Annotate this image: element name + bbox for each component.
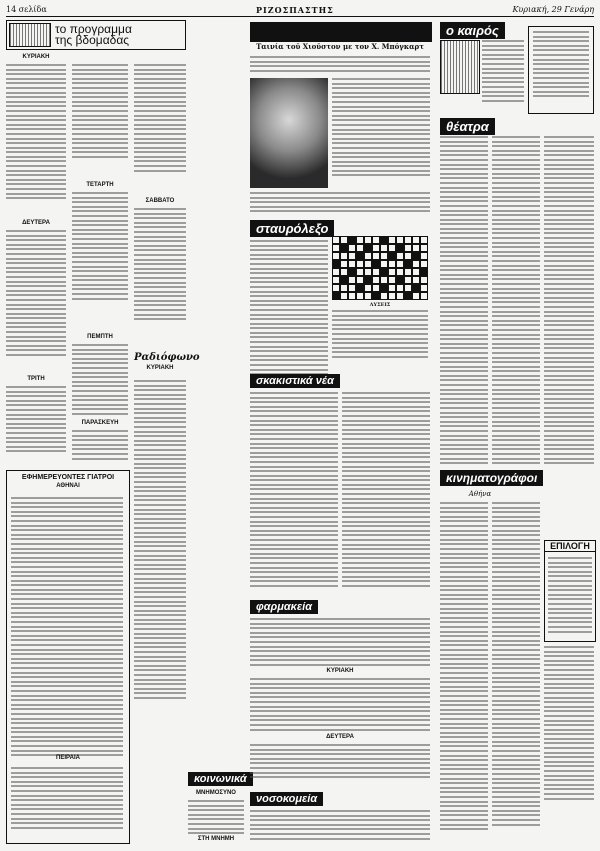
pharmacy-title: φαρμακεία: [250, 600, 318, 614]
doctors-box: [6, 470, 130, 844]
tv-day-sunday: ΚΥΡΙΑΚΗ: [22, 54, 50, 60]
theatre-col-2: [492, 136, 540, 467]
tv-saturday-list: [134, 208, 186, 323]
theatre-col-1: [440, 136, 488, 467]
tv-day-friday: ΠΑΡΑΣΚΕΥΗ: [81, 420, 119, 426]
pharmacy-list-3: [250, 744, 430, 781]
radio-section: [134, 352, 200, 373]
chess-text-2: [342, 392, 430, 590]
tv-title-2: της βδομαδας: [55, 33, 130, 47]
tv-day-monday: ΔΕΥΤΕΡΑ: [22, 220, 50, 226]
subscription-box: [528, 26, 594, 114]
page-number: 14 σελίδα: [6, 5, 47, 14]
tv-programme-section: [6, 20, 186, 50]
tv-day-wednesday: ΤΕΤΑΡΤΗ: [86, 182, 114, 188]
social-sub: ΜΝΗΜΟΣΥΝΟ: [196, 790, 236, 796]
tv-logo: [9, 23, 51, 47]
tv-tuesday-list: [6, 386, 66, 455]
doctors-title: ΕΦΗΜΕΡΕΥΟΝΤΕΣ ΓΙΑΤΡΟΙ: [21, 474, 115, 481]
tv-monday-list: [6, 230, 66, 359]
hospital-list: [250, 810, 430, 842]
doctors-list: [11, 497, 123, 759]
radio-list: [134, 380, 186, 702]
film-title: Ταινία τοῦ Χιοῦστον με τον Χ. Μπόγκαρτ: [256, 42, 424, 51]
tv-wednesday-list: [72, 192, 128, 302]
theatre-title: θέατρα: [440, 118, 495, 135]
pharmacy-sub: ΚΥΡΙΑΚΗ: [326, 668, 354, 674]
cinema-title: κινηματογράφοι: [440, 470, 543, 486]
radio-day: ΚΥΡΙΑΚΗ: [146, 365, 174, 371]
crossword-grid: [332, 236, 428, 308]
pharmacy-list-2: [250, 678, 430, 733]
choice-box: [544, 540, 596, 642]
tv-day-thursday: ΠΕΜΠΤΗ: [87, 334, 113, 340]
crossword-title: σταυρόλεξο: [250, 220, 334, 237]
theatre-col-3: [544, 136, 594, 467]
film-photo: [250, 78, 328, 188]
cinema-col-1: [440, 502, 488, 833]
crossword-solution-label: ΛΥΣΕΙΣ: [369, 302, 391, 308]
social-title: κοινωνικά: [188, 772, 253, 786]
tv-day-saturday: ΣΑΒΒΑΤΟ: [145, 198, 175, 204]
weather-text: [482, 40, 524, 104]
cinema-city: Αθήνα: [468, 490, 492, 498]
tv-day-tuesday: ΤΡΙΤΗ: [27, 376, 45, 382]
tv-col2-list: [72, 64, 128, 160]
crossword-solutions: [332, 310, 428, 361]
cinema-col-2: [492, 502, 540, 828]
crossword-clues: [250, 240, 328, 378]
tv-heading: [6, 20, 186, 50]
film-text: [332, 78, 430, 179]
hospital-title: νοσοκομεία: [250, 792, 323, 806]
page-header: [6, 4, 594, 17]
tv-sunday-list: [6, 64, 66, 202]
pharmacy-list: [250, 618, 430, 669]
weather-title: ο καιρός: [440, 22, 505, 39]
film-intro: [250, 56, 430, 74]
pharmacy-sub-2: ΔΕΥΤΕΡΑ: [326, 734, 354, 740]
tv-title-1: το προγραμμα: [55, 22, 132, 36]
choice-title: ΕΠΙΛΟΓΗ: [545, 541, 595, 552]
social-list: [188, 800, 244, 837]
tv-col3-list: [134, 64, 186, 174]
tv-thursday-list: [72, 344, 128, 418]
cinema-col-3: [544, 646, 594, 802]
chess-text-1: [250, 392, 338, 590]
tv-friday-list: [72, 430, 128, 462]
film-banner: [250, 22, 432, 42]
masthead: ΡΙΖΟΣΠΑΣΤΗΣ: [256, 5, 334, 15]
radio-title: Ραδιόφωνο: [134, 352, 200, 363]
doctors-city-2: ΠΕΙΡΑΙΑ: [56, 755, 80, 761]
film-text-2: [250, 192, 430, 215]
social-sub-2: ΣΤΗ ΜΝΗΜΗ: [197, 836, 235, 842]
issue-date: Κυριακή, 29 Γενάρη: [512, 5, 594, 14]
weather-graphic: [440, 40, 480, 94]
doctors-list-2: [11, 767, 123, 831]
doctors-city: ΑΘΗΝΑΙ: [56, 483, 80, 489]
chess-title: σκακιστικά νέα: [250, 374, 340, 388]
